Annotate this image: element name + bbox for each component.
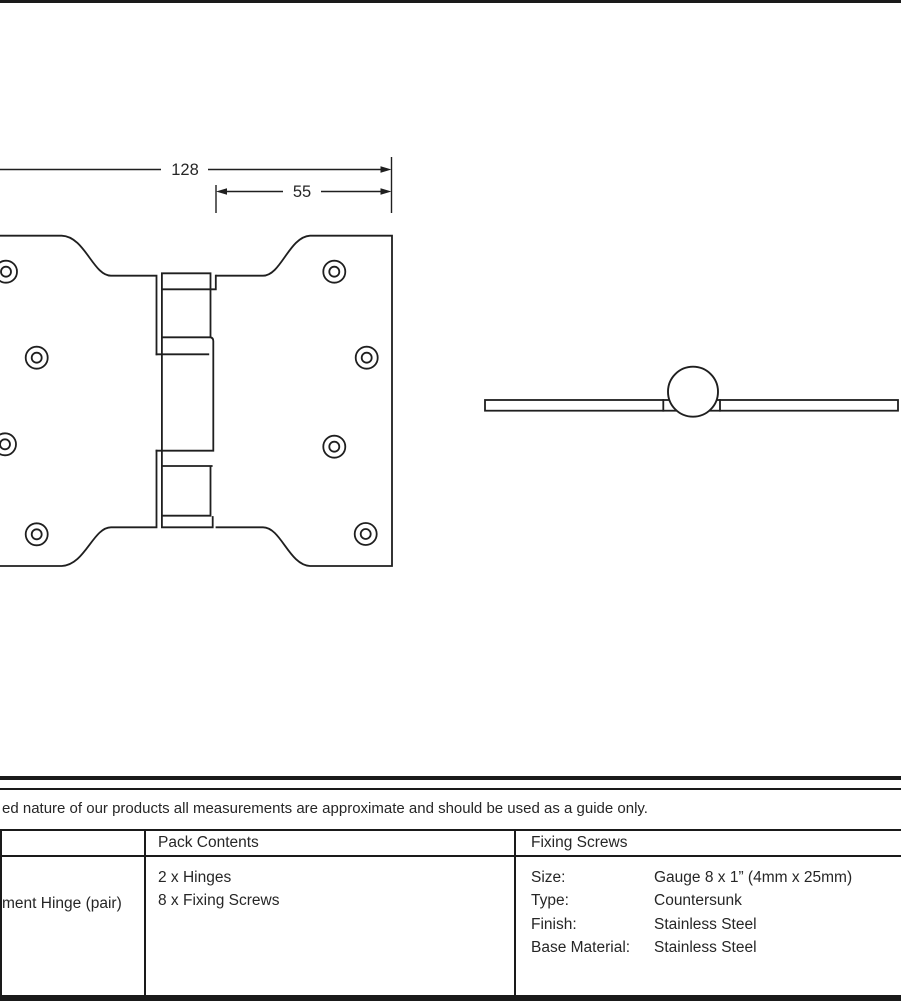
spec-row-type xyxy=(531,890,852,914)
screw-holes-left xyxy=(0,261,48,546)
hinge-front-view xyxy=(0,236,392,566)
spec-value: Gauge 8 x 1” (4mm x 25mm) xyxy=(654,868,853,886)
hinge-left-plate-outline xyxy=(0,236,157,566)
spec-label: Base Material: xyxy=(531,939,631,957)
dimension-55-label: 55 xyxy=(292,183,312,201)
spec-value: Stainless Steel xyxy=(654,915,757,933)
screw-holes-right xyxy=(323,261,377,545)
side-view-knuckle-circle xyxy=(668,367,718,417)
table-column-divider-1 xyxy=(144,829,146,995)
pack-contents-cell xyxy=(158,866,279,913)
spec-label: Size: xyxy=(531,868,566,886)
top-border-line xyxy=(0,0,901,3)
pack-contents-item: 2 x Hinges xyxy=(158,868,232,886)
pack-contents-header: Pack Contents xyxy=(158,834,259,851)
hinge-side-view xyxy=(485,367,898,417)
spec-label: Finish: xyxy=(531,915,577,933)
hinge-right-plate-outline xyxy=(217,236,393,566)
pack-contents-item: 8 x Fixing Screws xyxy=(158,892,280,910)
hinge-knuckle-barrel xyxy=(157,273,216,527)
product-name-cell: ment Hinge (pair) xyxy=(2,895,122,912)
drawing-box-bottom-line xyxy=(0,776,901,780)
bottom-border-line xyxy=(0,995,901,1001)
spec-row-size xyxy=(531,866,852,890)
spec-row-finish xyxy=(531,913,852,937)
disclaimer-text: ed nature of our products all measurements are approximate and should be used as a guide only. xyxy=(2,800,648,817)
fixing-screws-cell xyxy=(531,866,852,960)
spec-value: Stainless Steel xyxy=(654,939,757,957)
table-top-line xyxy=(0,829,901,832)
spec-row-base-material xyxy=(531,937,852,961)
disclaimer-top-line xyxy=(0,788,901,790)
dimension-128-label: 128 xyxy=(171,161,199,179)
table-header-divider-line xyxy=(0,855,901,857)
table-left-border xyxy=(0,829,2,1001)
fixing-screws-header: Fixing Screws xyxy=(531,834,628,851)
table-column-divider-2 xyxy=(514,829,516,995)
spec-value: Countersunk xyxy=(654,892,742,910)
spec-label: Type: xyxy=(531,892,569,910)
